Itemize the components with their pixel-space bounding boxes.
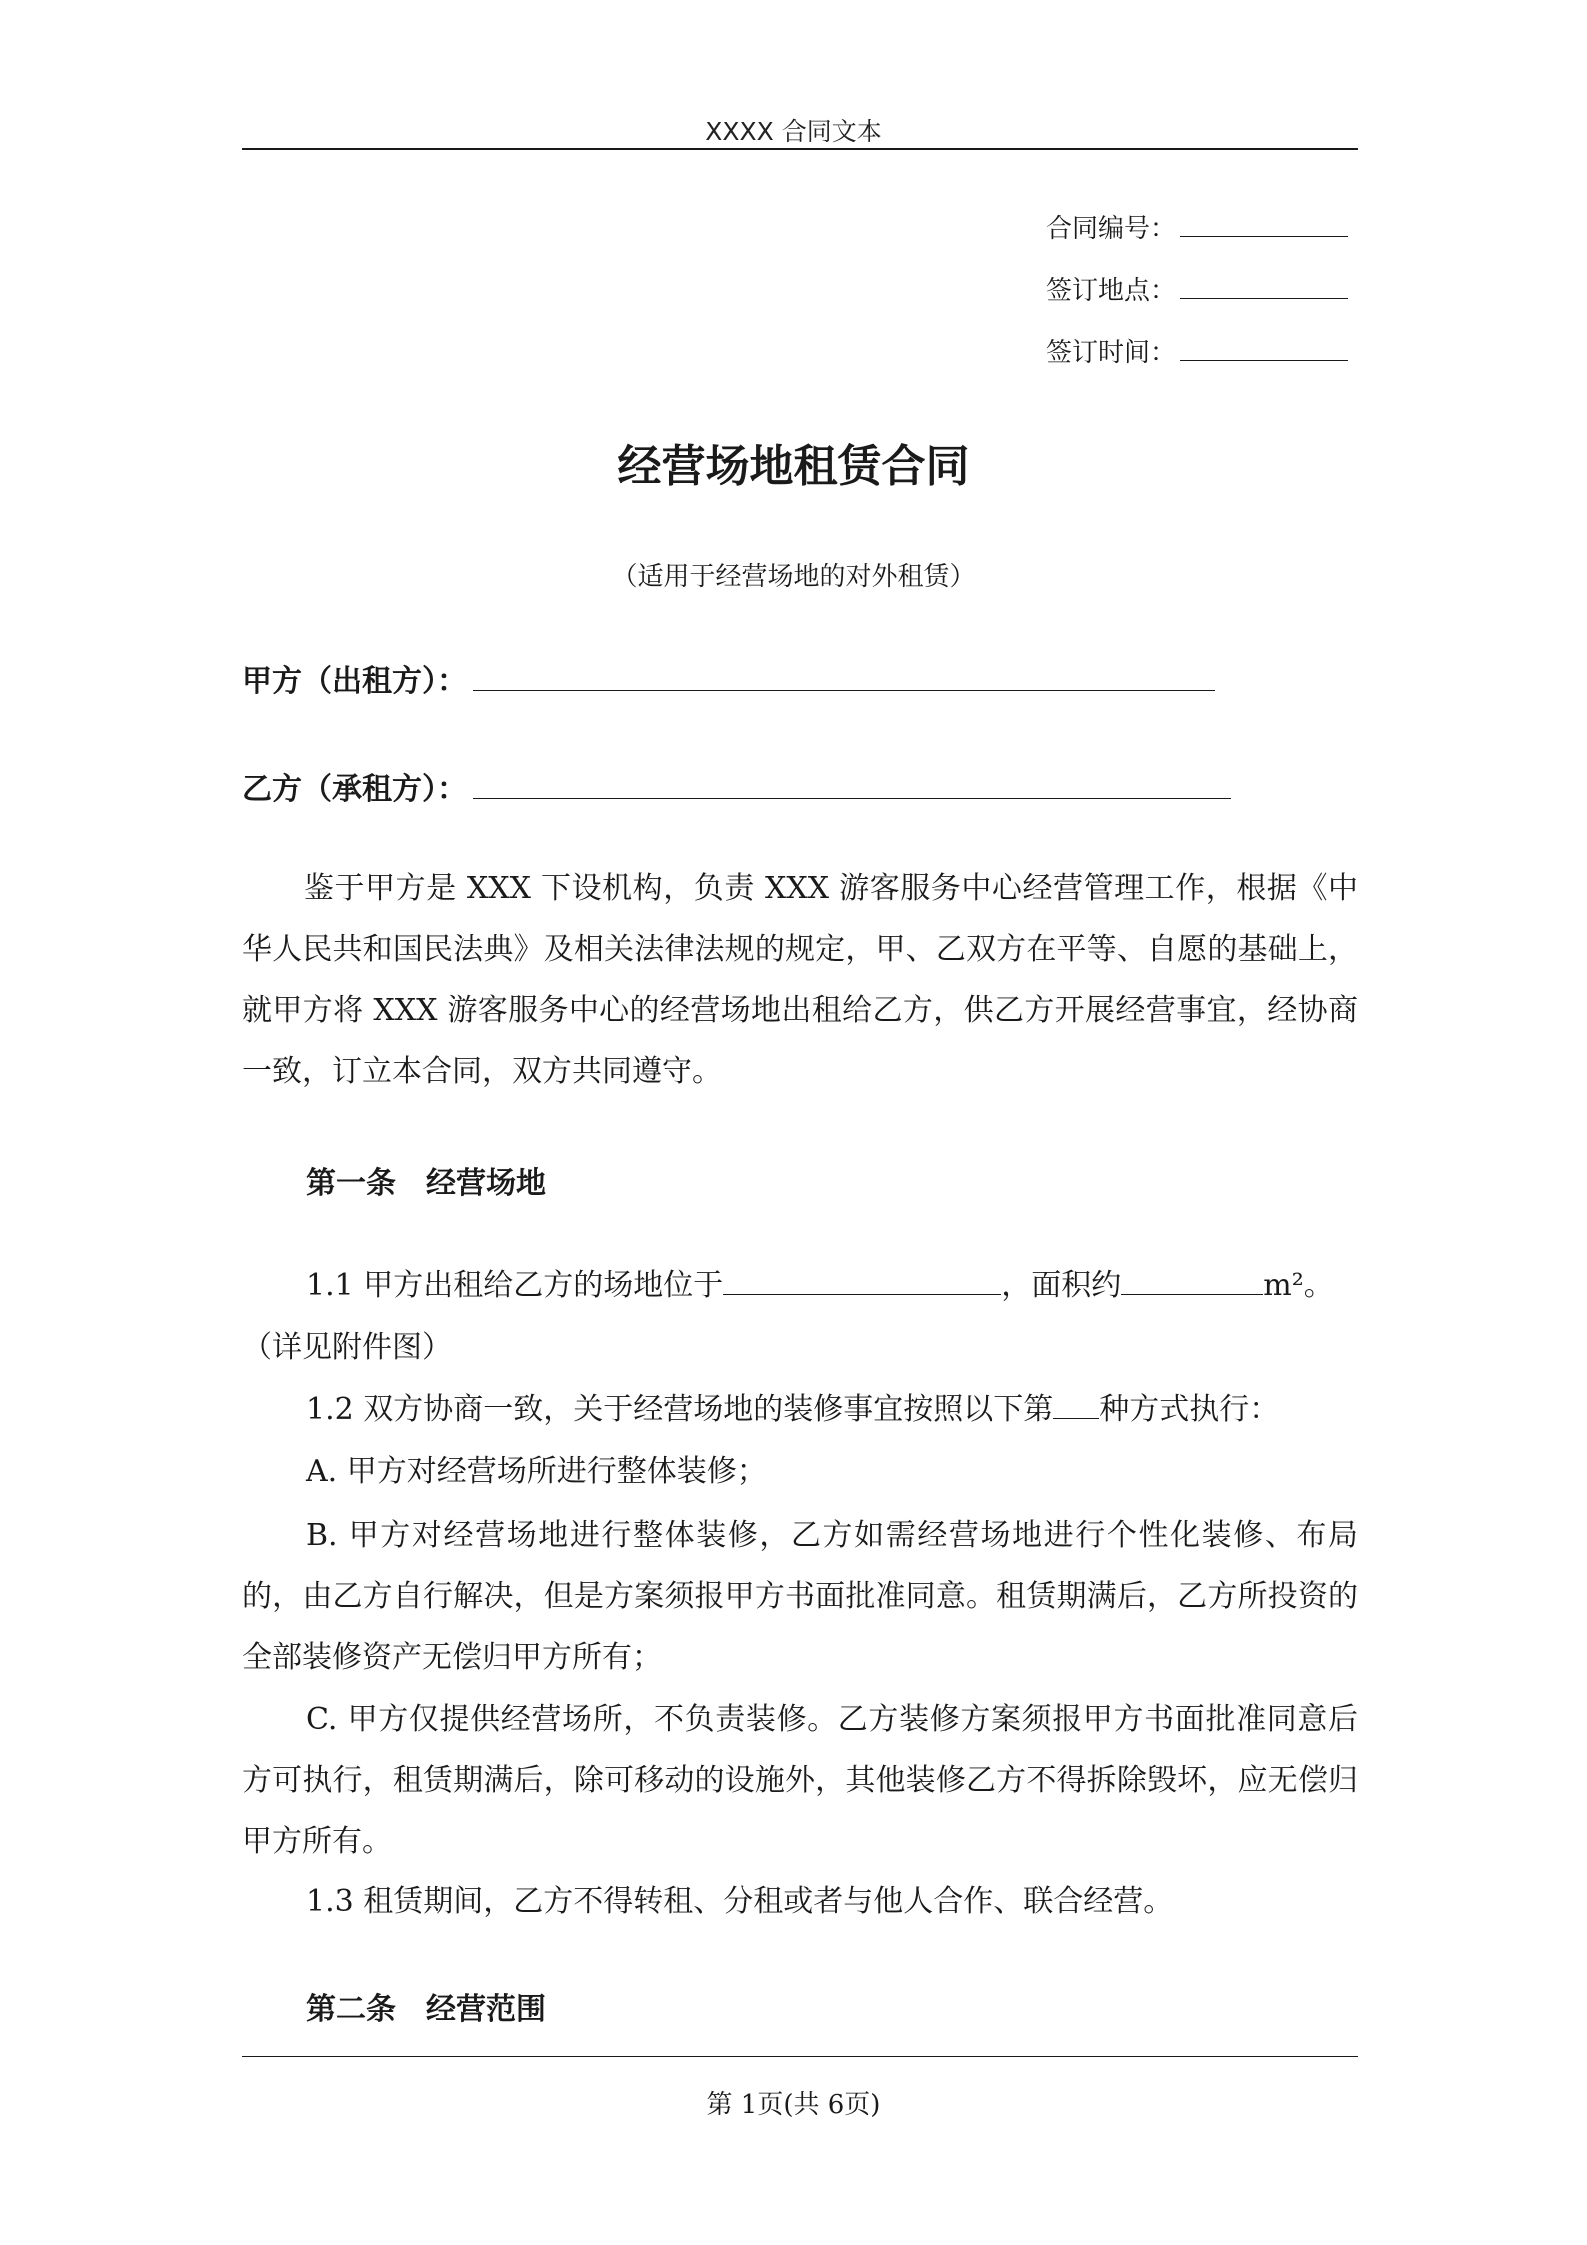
- clause-1-1-unit: m²。: [1263, 1268, 1334, 1303]
- party-a-label: 甲方（出租方）：: [242, 664, 467, 699]
- clause-1-2: [306, 1384, 1279, 1428]
- clause-1-1-prefix: 1.1 甲方出租给乙方的场地位于: [306, 1268, 724, 1303]
- contract-number-label: 合同编号：: [1046, 214, 1177, 244]
- party-b-field[interactable]: [473, 797, 1231, 799]
- article-1-heading: 第一条 经营场地: [306, 1166, 546, 1201]
- sign-time-field[interactable]: [1180, 359, 1348, 361]
- footer-rule: [242, 2056, 1358, 2057]
- option-a: A. 甲方对经营场所进行整体装修；: [306, 1454, 767, 1489]
- clause-1-3: 1.3 租赁期间，乙方不得转租、分租或者与他人合作、联合经营。: [306, 1884, 1174, 1919]
- document-title: 经营场地租赁合同: [617, 441, 970, 492]
- sign-place-row: [1046, 270, 1348, 307]
- sign-time-row: [1046, 332, 1348, 369]
- location-field[interactable]: [723, 1293, 1001, 1295]
- sign-place-label: 签订地点：: [1046, 276, 1177, 306]
- sign-place-field[interactable]: [1180, 297, 1348, 299]
- sign-time-label: 签订时间：: [1046, 338, 1177, 368]
- clause-1-1-mid: ，面积约: [1001, 1268, 1122, 1303]
- article-2-heading: 第二条 经营范围: [306, 1992, 546, 2027]
- clause-1-1: [306, 1260, 1334, 1304]
- clause-1-2-prefix: 1.2 双方协商一致，关于经营场地的装修事宜按照以下第: [306, 1392, 1054, 1427]
- page-number: 第 1页(共 6页): [706, 2090, 881, 2120]
- option-c: C. 甲方仅提供经营场所，不负责装修。乙方装修方案须报甲方书面批准同意后方可执行，租赁期满后，除可移动的设施外，其他装修乙方不得拆除毁坏，应无偿归甲方所有。: [242, 1702, 1358, 1859]
- party-b-label: 乙方（承租方）：: [242, 772, 467, 807]
- preamble-paragraph: 鉴于甲方是 XXX 下设机构，负责 XXX 游客服务中心经营管理工作，根据《中华人民共和国民法典》及相关法律法规的规定，甲、乙双方在平等、自愿的基础上，就甲方将 XXX 游客服务中心的经营场地出租给乙方，供乙方开展经营事宜，经协商一致，订立本合同，双方共同遵守。: [242, 871, 1358, 1089]
- party-a-field[interactable]: [473, 689, 1215, 691]
- page-header: XXXX 合同文本: [705, 117, 882, 146]
- clause-1-1-continuation: （详见附件图）: [242, 1330, 452, 1365]
- document-subtitle: （适用于经营场地的对外租赁）: [611, 562, 976, 592]
- party-b-row: [242, 764, 1231, 808]
- clause-1-2-suffix: 种方式执行：: [1099, 1392, 1280, 1427]
- contract-number-row: [1046, 208, 1348, 245]
- party-a-row: [242, 656, 1215, 700]
- area-field[interactable]: [1121, 1293, 1263, 1295]
- header-rule: [242, 148, 1358, 150]
- renovation-option-field[interactable]: [1053, 1417, 1099, 1419]
- option-b: B. 甲方对经营场地进行整体装修，乙方如需经营场地进行个性化装修、布局的，由乙方自行解决，但是方案须报甲方书面批准同意。租赁期满后，乙方所投资的全部装修资产无偿归甲方所有；: [242, 1518, 1358, 1675]
- contract-number-field[interactable]: [1180, 235, 1348, 237]
